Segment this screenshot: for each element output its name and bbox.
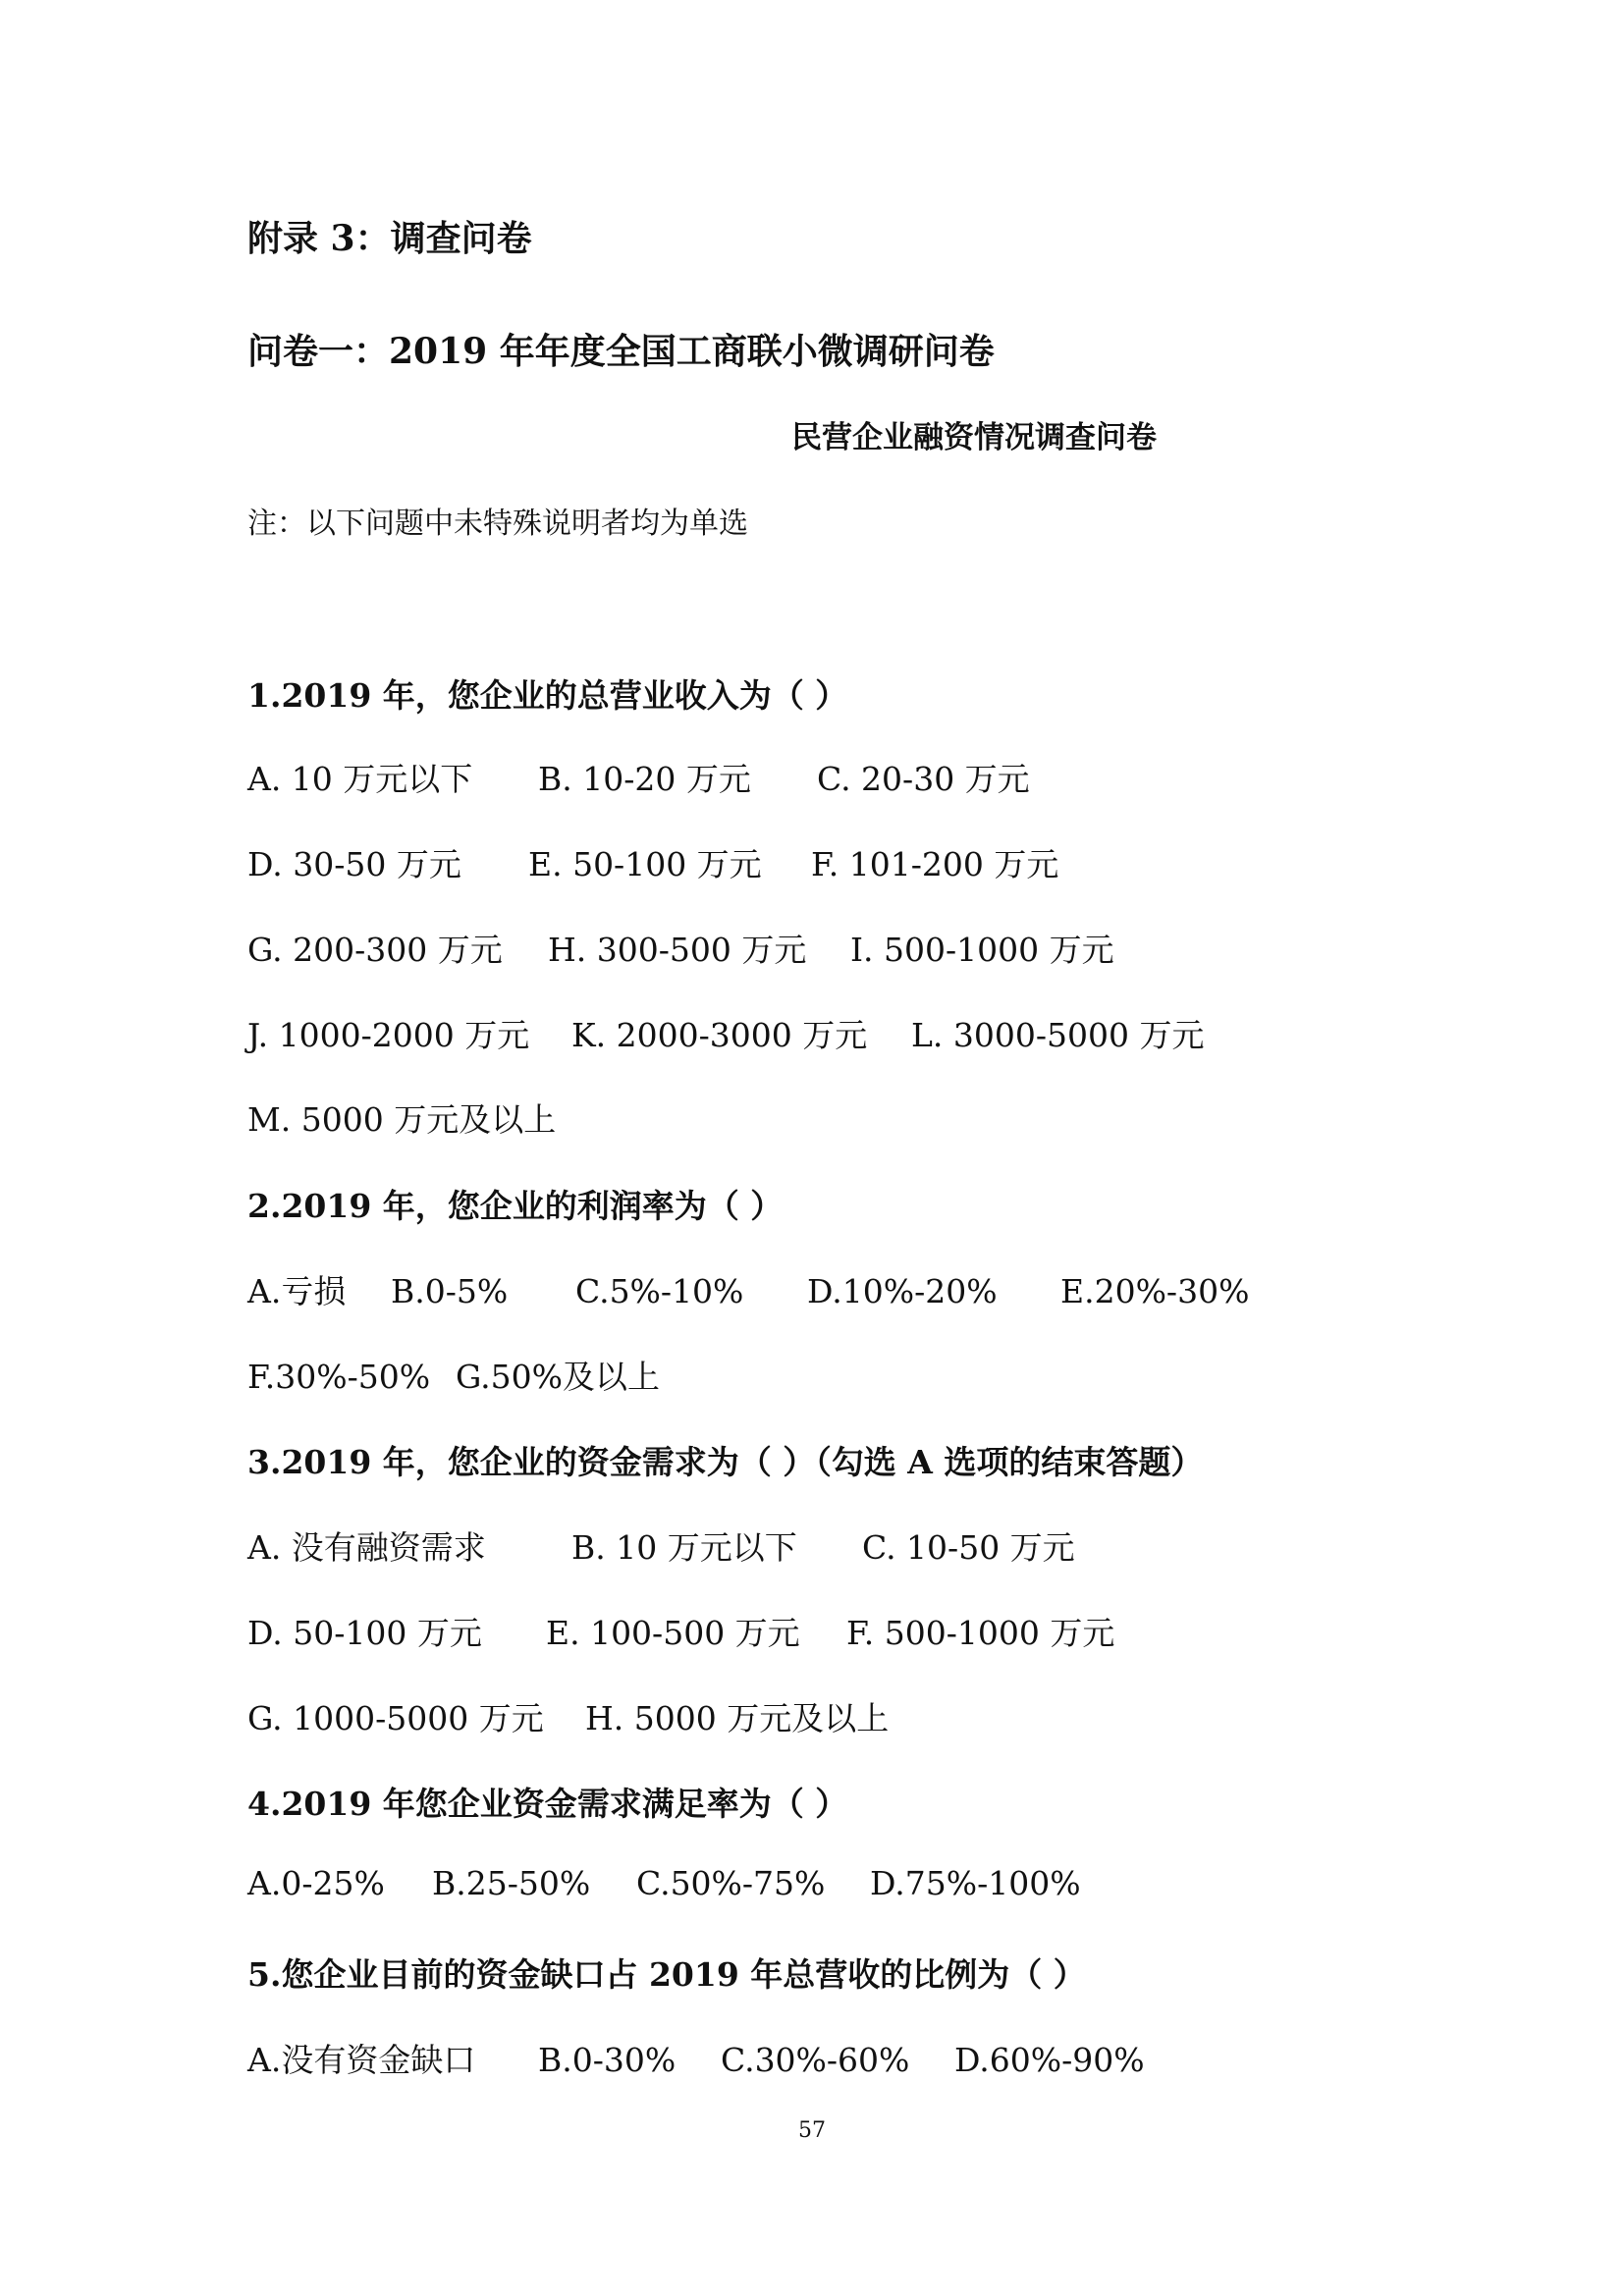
option: F. 101-200 万元 [811,845,1059,883]
option: E. 100-500 万元 [546,1614,800,1652]
option: D.10%-20% [807,1272,998,1310]
option: D. 30-50 万元 [247,845,461,883]
questionnaire-title: 问卷一：2019 年年度全国工商联小微调研问卷 [247,331,995,372]
question-3-options-row-1 [247,1522,1075,1569]
question-1-options-row-1 [247,754,1030,800]
option: M. 5000 万元及以上 [247,1100,557,1139]
option: B. 10-20 万元 [538,760,751,798]
questionnaire-subtitle: 民营企业融资情况调查问卷 [791,420,1157,455]
option: J. 1000-2000 万元 [247,1016,530,1054]
appendix-title: 附录 3：调查问卷 [247,218,532,259]
option: A. 10 万元以下 [247,760,473,798]
option: C. 10-50 万元 [862,1528,1075,1567]
option: I. 500-1000 万元 [850,931,1114,969]
question-4-options-row-1 [247,1864,1081,1902]
question-1-options-row-3 [247,925,1114,971]
option: D.75%-100% [870,1864,1081,1902]
option: H. 5000 万元及以上 [585,1699,890,1737]
option: H. 300-500 万元 [548,931,807,969]
option: A.亏损 [247,1272,347,1310]
option: K. 2000-3000 万元 [571,1016,868,1054]
question-5: 5.您企业目前的资金缺口占 2019 年总营收的比例为（ ） [247,1955,1086,1994]
question-2-options-row-2 [247,1352,660,1398]
option: G. 200-300 万元 [247,931,503,969]
question-3-options-row-3 [247,1693,889,1739]
instruction-note: 注：以下问题中未特殊说明者均为单选 [247,507,748,541]
question-3: 3.2019 年，您企业的资金需求为（ ）（勾选 A 选项的结束答题） [247,1443,1204,1481]
question-1-options-row-5 [247,1095,556,1141]
option: B.0-5% [391,1272,509,1310]
question-4: 4.2019 年您企业资金需求满足率为（ ） [247,1785,848,1823]
option: C. 20-30 万元 [817,760,1030,798]
option: C.30%-60% [721,2041,910,2079]
option: C.5%-10% [575,1272,744,1310]
option: B.25-50% [432,1864,591,1902]
option: D. 50-100 万元 [247,1614,482,1652]
option: L. 3000-5000 万元 [911,1016,1205,1054]
option: D.60%-90% [954,2041,1145,2079]
option: G.50%及以上 [456,1358,661,1396]
question-1-options-row-2 [247,839,1058,885]
option: A. 没有融资需求 [247,1528,486,1567]
question-5-options-row-1 [247,2035,1145,2081]
option: B.0-30% [538,2041,677,2079]
option: F. 500-1000 万元 [846,1614,1115,1652]
option: B. 10 万元以下 [571,1528,797,1567]
option: F.30%-50% [247,1358,431,1396]
option: C.50%-75% [636,1864,826,1902]
option: A.没有资金缺口 [247,2041,476,2079]
question-2: 2.2019 年，您企业的利润率为（ ） [247,1187,784,1225]
option: G. 1000-5000 万元 [247,1699,544,1737]
option: E.20%-30% [1060,1272,1250,1310]
question-1-options-row-4 [247,1010,1205,1056]
page-number: 57 [798,2118,826,2143]
question-3-options-row-2 [247,1608,1114,1654]
question-2-options-row-1 [247,1266,1249,1312]
option: A.0-25% [247,1864,385,1902]
option: E. 50-100 万元 [528,845,762,883]
question-1: 1.2019 年，您企业的总营业收入为（ ） [247,676,848,715]
